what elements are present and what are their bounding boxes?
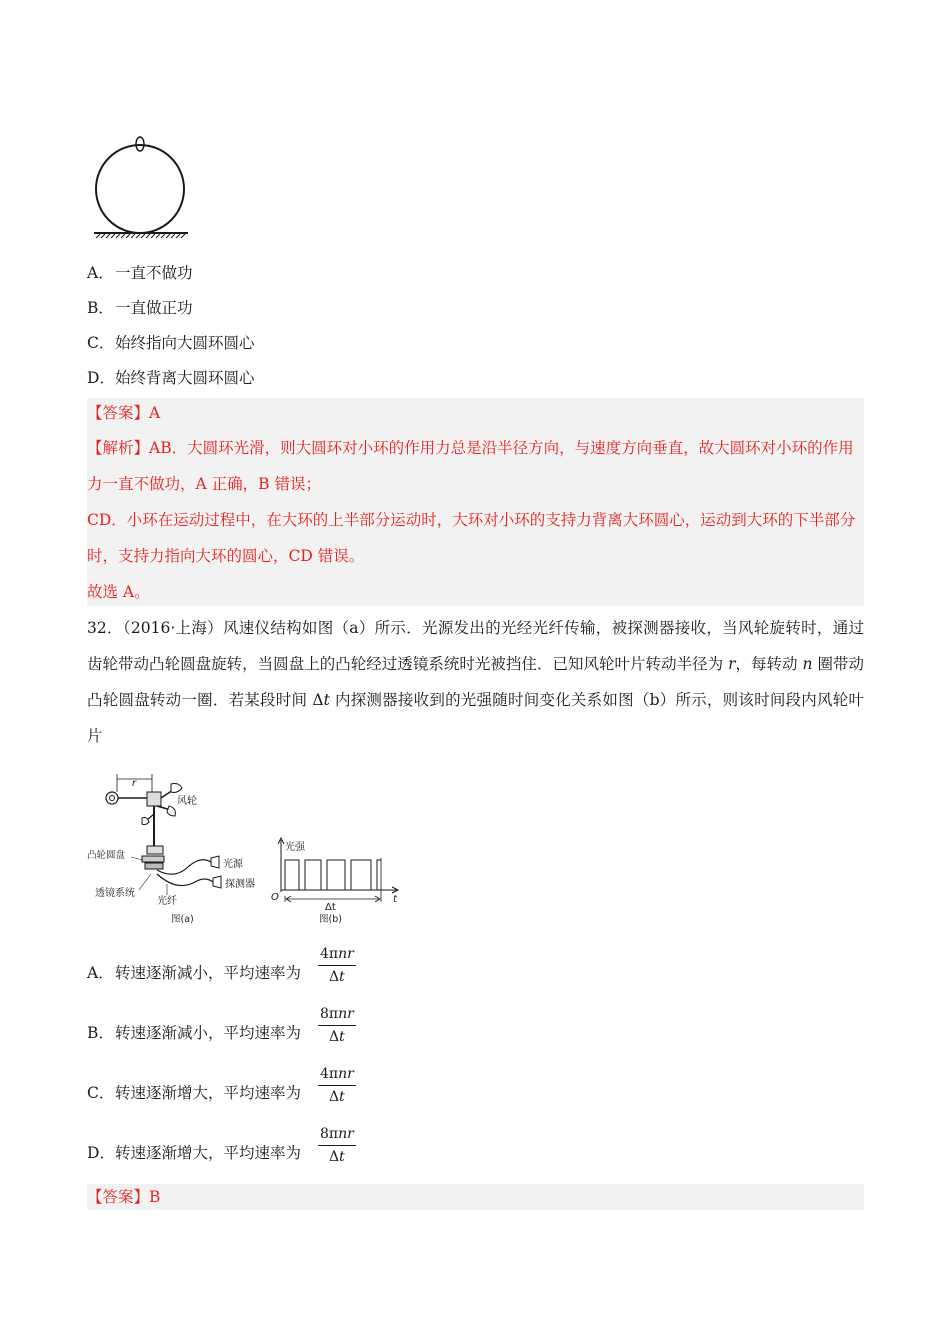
q31-option-d [87,367,255,389]
fraction-bar [318,1025,356,1026]
light-intensity-wave [285,860,381,890]
fraction-denominator: Δt [329,969,345,985]
option-label: D． [87,1144,115,1162]
fraction-numerator: 8πnr [320,1126,354,1142]
fraction-numerator: 4πnr [320,1066,354,1082]
option-text: 始终背离大圆环圆心 [115,369,255,387]
q31-conclusion: 故选 A。 [87,583,150,601]
option-text: 始终指向大圆环圆心 [115,334,255,352]
axis-x-label: t [393,894,397,905]
option-label: D． [87,369,115,387]
q32-option-b-fraction [318,1005,356,1046]
q32-option-c-fraction [318,1065,356,1106]
fraction-numerator: 8πnr [320,1006,354,1022]
option-text: 转速逐渐增大，平均速率为 [115,1084,302,1102]
axis-origin-label: O [271,892,279,903]
q32-option-a-fraction [318,945,356,986]
q32-option-b [87,1021,301,1043]
option-text: 转速逐渐增大，平均速率为 [115,1144,302,1162]
hub-icon [147,792,161,806]
label-cam: 凸轮圆盘 [87,850,126,861]
option-label: A． [87,264,114,282]
caption-b: 图(b) [319,914,342,925]
q32-answer [87,1186,160,1208]
var-n: n [802,655,813,673]
ground-hatch [96,234,185,238]
q32-answer-block [87,1184,864,1210]
answer-tag: 【答案】 [87,1188,150,1206]
label-r: r [132,778,137,789]
q31-answer-block [87,398,864,606]
option-label: A． [87,964,114,982]
option-text: 一直不做功 [115,264,193,282]
interval-label: Δt [325,902,336,913]
big-ring-icon [96,145,184,233]
option-label: C． [87,1084,115,1102]
anemometer-figure [87,770,407,930]
figure-a [87,774,255,925]
fraction-bar [318,1145,356,1146]
q32-option-d-fraction [318,1125,356,1166]
q32-option-c [87,1081,301,1103]
q31-analysis-para1 [87,430,864,502]
var-t: t [323,691,330,709]
ring-figure [92,134,192,242]
answer-value: A [149,404,161,422]
fraction-denominator: Δt [329,1089,345,1105]
analysis-text: CD．小环在运动过程中，在大环的上半部分运动时，大环对小环的支持力背离大环圆心，运动到大环的下半部分时，支持力指向大环的圆心，CD 错误。 [87,511,856,565]
option-text: 转速逐渐减小，平均速率为 [115,964,302,982]
q31-option-c [87,332,255,354]
option-text: 一直做正功 [115,299,193,317]
fiber-icon [157,860,211,874]
question-source: （2016·上海） [122,619,223,637]
option-label: B． [87,299,114,317]
q32-stem [87,610,864,754]
caption-a: 图(a) [171,914,194,925]
stem-text: 风速仪结构如图（a）所示．光源发出的光经光纤传输，被探测器接收，当风轮旋转时，通过齿轮带动凸轮圆盘旋转，当圆盘上的凸轮经过透镜系统时光被挡住．已知风轮叶片转动半径为 [87,619,865,673]
axis-y-label: 光强 [285,842,305,853]
option-text: 转速逐渐减小，平均速率为 [115,1024,302,1042]
label-fiber: 光纤 [157,896,177,907]
analysis-text: AB．大圆环光滑，则大圆环对小环的作用力总是沿半径方向，与速度方向垂直，故大圆环对小环的作用力一直不做功，A 正确，B 错误； [87,439,854,493]
analysis-tag: 【解析】 [87,439,150,457]
fraction-numerator: 4πnr [320,946,354,962]
answer-value: B [149,1188,161,1206]
fraction-denominator: Δt [329,1149,345,1165]
source-icon [211,856,219,868]
detector-icon [213,876,221,888]
q31-analysis-para2 [87,502,864,574]
q31-answer [87,402,160,424]
question-number: 32． [87,619,123,637]
fraction-bar [318,1085,356,1086]
q31-option-b [87,297,193,319]
q31-option-a [87,262,193,284]
q32-option-a [87,961,301,983]
label-wheel: 风轮 [177,796,197,807]
figure-b [271,838,398,925]
label-detector: 探测器 [225,879,255,890]
stem-text: 内探测器接收到的光强随时间变化关系如图（b）所示，则该时间段内风轮叶片 [87,691,864,745]
label-lens: 透镜系统 [95,888,135,899]
var-r: r [728,655,736,673]
fraction-denominator: Δt [329,1029,345,1045]
stem-text: ，每转动 [735,655,803,673]
cup-right-icon [171,784,182,793]
answer-tag: 【答案】 [87,404,150,422]
cup-left-icon [106,792,118,804]
option-label: B． [87,1024,114,1042]
q32-option-d [87,1141,301,1163]
stem-text: 圈带动凸轮圆盘转动一圈．若某段时间 Δ [87,655,864,709]
option-label: C． [87,334,115,352]
gear-icon [147,846,163,854]
label-source: 光源 [223,859,243,870]
fraction-bar [318,965,356,966]
